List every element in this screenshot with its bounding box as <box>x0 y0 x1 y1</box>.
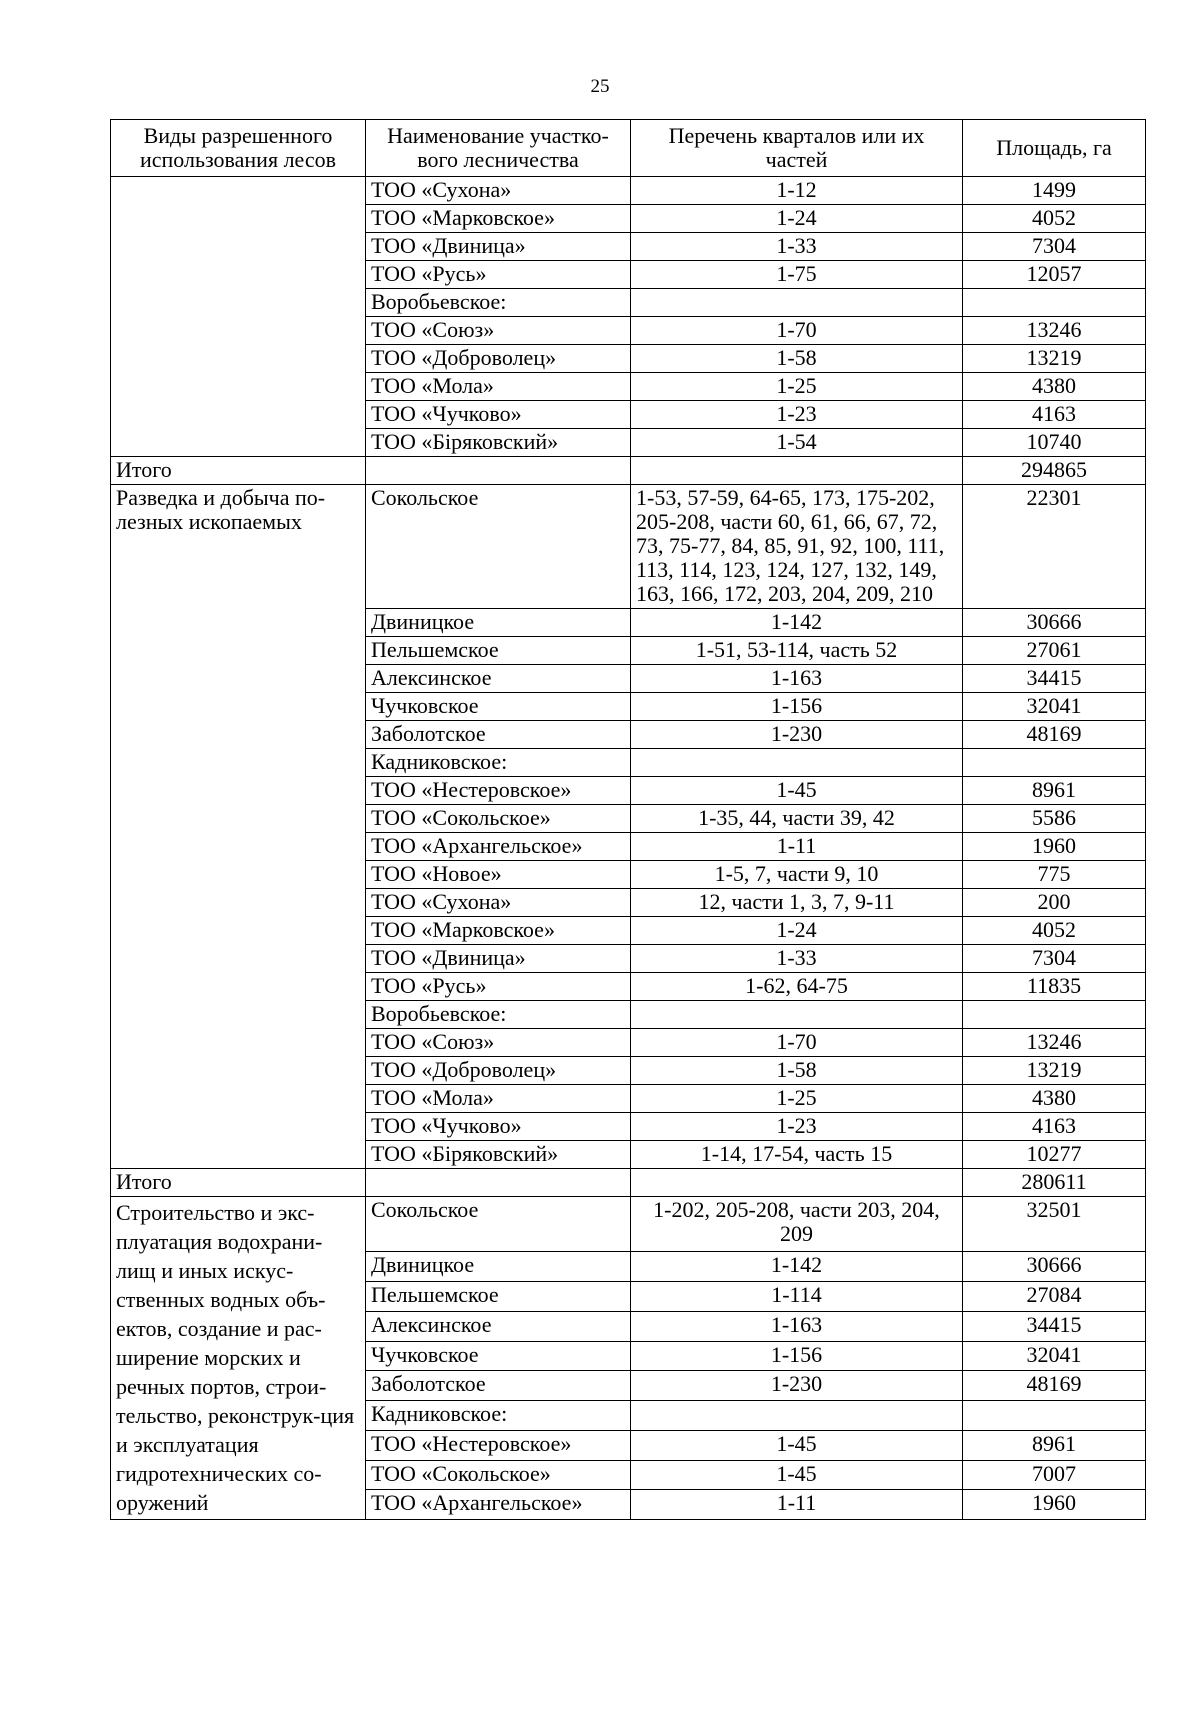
forestry-name: Чучковское <box>366 1341 631 1371</box>
area-cell: 34415 <box>963 1311 1146 1341</box>
forestry-name: Кадниковское: <box>366 749 631 777</box>
quarters-cell <box>631 289 963 317</box>
area-cell: 8961 <box>963 777 1146 805</box>
total-row <box>111 457 1146 485</box>
quarters-cell: 1-11 <box>631 833 963 861</box>
quarters-cell: 1-70 <box>631 317 963 345</box>
forestry-name: ТОО «Чучково» <box>366 1113 631 1141</box>
forestry-name: Заболотское <box>366 721 631 749</box>
forestry-name: Алексинское <box>366 1311 631 1341</box>
quarters-cell: 1-70 <box>631 1029 963 1057</box>
area-cell: 10277 <box>963 1141 1146 1169</box>
total-empty-cell <box>631 457 963 485</box>
area-cell: 27061 <box>963 637 1146 665</box>
area-cell: 22301 <box>963 485 1146 609</box>
total-label: Итого <box>111 457 366 485</box>
quarters-cell: 1-156 <box>631 1341 963 1371</box>
forestry-name: ТОО «Двиница» <box>366 233 631 261</box>
forestry-name: ТОО «Архангельское» <box>366 833 631 861</box>
quarters-cell: 1-114 <box>631 1282 963 1312</box>
area-cell: 48169 <box>963 721 1146 749</box>
quarters-cell: 12, части 1, 3, 7, 9-11 <box>631 889 963 917</box>
area-cell: 7304 <box>963 233 1146 261</box>
area-cell: 4052 <box>963 205 1146 233</box>
area-cell: 10740 <box>963 429 1146 457</box>
forestry-name: ТОО «Мола» <box>366 1085 631 1113</box>
forestry-name: ТОО «Нестеровское» <box>366 1430 631 1460</box>
total-empty-cell <box>631 1169 963 1197</box>
area-cell: 34415 <box>963 665 1146 693</box>
area-cell: 200 <box>963 889 1146 917</box>
total-label: Итого <box>111 1169 366 1197</box>
area-cell: 30666 <box>963 609 1146 637</box>
forestry-name: ТОО «Сокольское» <box>366 1460 631 1490</box>
quarters-cell: 1-142 <box>631 1252 963 1282</box>
area-cell: 13246 <box>963 1029 1146 1057</box>
area-cell <box>963 1001 1146 1029</box>
forestry-name: ТОО «Русь» <box>366 973 631 1001</box>
quarters-cell: 1-24 <box>631 205 963 233</box>
category-cell: Строительство и экс-плуатация водохрани-лищ и иных искус-ственных водных объ-ектов, создание и рас-ширение морских и речных портов, строи-тельство, реконструк-ция и эксплуатация гидротехнических со-оружений <box>111 1197 366 1520</box>
forestry-name: ТОО «Мола» <box>366 373 631 401</box>
total-area: 294865 <box>963 457 1146 485</box>
total-area: 280611 <box>963 1169 1146 1197</box>
area-cell: 27084 <box>963 1282 1146 1312</box>
quarters-cell: 1-12 <box>631 177 963 205</box>
quarters-cell: 1-230 <box>631 721 963 749</box>
forestry-name: Чучковское <box>366 693 631 721</box>
table-row <box>111 1197 1146 1252</box>
quarters-cell: 1-33 <box>631 233 963 261</box>
table-header-row <box>111 120 1146 177</box>
forestry-name: ТОО «Марковское» <box>366 917 631 945</box>
table-row <box>111 177 1146 205</box>
quarters-cell: 1-23 <box>631 1113 963 1141</box>
total-row <box>111 1169 1146 1197</box>
forestry-name: Заболотское <box>366 1371 631 1401</box>
area-cell: 775 <box>963 861 1146 889</box>
category-cell-continued <box>111 177 366 457</box>
area-cell <box>963 289 1146 317</box>
quarters-cell: 1-45 <box>631 1460 963 1490</box>
table-row <box>111 485 1146 609</box>
forestry-name: ТОО «Сухона» <box>366 889 631 917</box>
area-cell <box>963 749 1146 777</box>
area-cell: 32501 <box>963 1197 1146 1252</box>
quarters-cell: 1-33 <box>631 945 963 973</box>
quarters-cell: 1-142 <box>631 609 963 637</box>
area-cell: 7007 <box>963 1460 1146 1490</box>
forestry-name: ТОО «Біряковский» <box>366 1141 631 1169</box>
quarters-cell <box>631 1001 963 1029</box>
quarters-cell: 1-75 <box>631 261 963 289</box>
area-cell: 4380 <box>963 373 1146 401</box>
quarters-cell: 1-230 <box>631 1371 963 1401</box>
area-cell: 13246 <box>963 317 1146 345</box>
area-cell: 4052 <box>963 917 1146 945</box>
forestry-name: ТОО «Сокольское» <box>366 805 631 833</box>
area-cell: 7304 <box>963 945 1146 973</box>
quarters-cell: 1-23 <box>631 401 963 429</box>
quarters-cell: 1-24 <box>631 917 963 945</box>
quarters-cell: 1-45 <box>631 1430 963 1460</box>
header-category: Виды разрешенного использования лесов <box>111 120 366 177</box>
area-cell: 12057 <box>963 261 1146 289</box>
quarters-cell: 1-45 <box>631 777 963 805</box>
forestry-name: Кадниковское: <box>366 1401 631 1431</box>
header-area: Площадь, га <box>963 120 1146 177</box>
area-cell: 4163 <box>963 401 1146 429</box>
forestry-name: ТОО «Сухона» <box>366 177 631 205</box>
total-empty-cell <box>366 457 631 485</box>
header-quarters: Перечень кварталов или их частей <box>631 120 963 177</box>
quarters-cell: 1-62, 64-75 <box>631 973 963 1001</box>
forestry-name: ТОО «Нестеровское» <box>366 777 631 805</box>
area-cell: 13219 <box>963 345 1146 373</box>
forestry-name: Пельшемское <box>366 1282 631 1312</box>
area-cell: 1499 <box>963 177 1146 205</box>
forestry-name: Сокольское <box>366 485 631 609</box>
total-empty-cell <box>366 1169 631 1197</box>
forestry-name: ТОО «Марковское» <box>366 205 631 233</box>
quarters-cell: 1-163 <box>631 665 963 693</box>
forestry-name: ТОО «Новое» <box>366 861 631 889</box>
forestry-name: ТОО «Архангельское» <box>366 1490 631 1520</box>
quarters-cell: 1-156 <box>631 693 963 721</box>
forestry-name: ТОО «Доброволец» <box>366 345 631 373</box>
area-cell: 13219 <box>963 1057 1146 1085</box>
forestry-name: ТОО «Чучково» <box>366 401 631 429</box>
quarters-cell <box>631 749 963 777</box>
quarters-cell: 1-14, 17-54, часть 15 <box>631 1141 963 1169</box>
quarters-cell: 1-5, 7, части 9, 10 <box>631 861 963 889</box>
forestry-name: Алексинское <box>366 665 631 693</box>
area-cell: 48169 <box>963 1371 1146 1401</box>
area-cell: 4163 <box>963 1113 1146 1141</box>
forestry-name: ТОО «Союз» <box>366 317 631 345</box>
area-cell: 4380 <box>963 1085 1146 1113</box>
area-cell: 11835 <box>963 973 1146 1001</box>
forestry-name: ТОО «Двиница» <box>366 945 631 973</box>
header-forestry: Наименование участко-вого лесничества <box>366 120 631 177</box>
forestry-name: Пельшемское <box>366 637 631 665</box>
quarters-cell: 1-58 <box>631 345 963 373</box>
forestry-name: Воробьевское: <box>366 289 631 317</box>
area-cell: 1960 <box>963 833 1146 861</box>
page-number: 25 <box>590 76 610 97</box>
area-cell: 8961 <box>963 1430 1146 1460</box>
area-cell: 5586 <box>963 805 1146 833</box>
quarters-cell: 1-51, 53-114, часть 52 <box>631 637 963 665</box>
quarters-cell: 1-202, 205-208, части 203, 204, 209 <box>631 1197 963 1252</box>
forestry-name: Воробьевское: <box>366 1001 631 1029</box>
quarters-cell: 1-58 <box>631 1057 963 1085</box>
area-cell: 30666 <box>963 1252 1146 1282</box>
quarters-cell: 1-53, 57-59, 64-65, 173, 175-202, 205-208, части 60, 61, 66, 67, 72, 73, 75-77, 84, 85, 91, 92, 100, 111, 113, 114, 123, 124, 127, 132, 149, 163, 166, 172, 203, 204, 209, 210 <box>631 485 963 609</box>
area-cell <box>963 1401 1146 1431</box>
forestry-name: ТОО «Біряковский» <box>366 429 631 457</box>
quarters-cell: 1-11 <box>631 1490 963 1520</box>
quarters-cell: 1-25 <box>631 373 963 401</box>
area-cell: 1960 <box>963 1490 1146 1520</box>
quarters-cell: 1-163 <box>631 1311 963 1341</box>
category-cell: Разведка и добыча по-лезных ископаемых <box>111 485 366 1169</box>
forestry-name: ТОО «Русь» <box>366 261 631 289</box>
quarters-cell: 1-25 <box>631 1085 963 1113</box>
quarters-cell: 1-35, 44, части 39, 42 <box>631 805 963 833</box>
area-cell: 32041 <box>963 693 1146 721</box>
forestry-name: Двиницкое <box>366 1252 631 1282</box>
forestry-name: ТОО «Союз» <box>366 1029 631 1057</box>
forestry-name: Сокольское <box>366 1197 631 1252</box>
forest-use-table <box>110 119 1146 1520</box>
area-cell: 32041 <box>963 1341 1146 1371</box>
forestry-name: ТОО «Доброволец» <box>366 1057 631 1085</box>
quarters-cell: 1-54 <box>631 429 963 457</box>
quarters-cell <box>631 1401 963 1431</box>
forestry-name: Двиницкое <box>366 609 631 637</box>
